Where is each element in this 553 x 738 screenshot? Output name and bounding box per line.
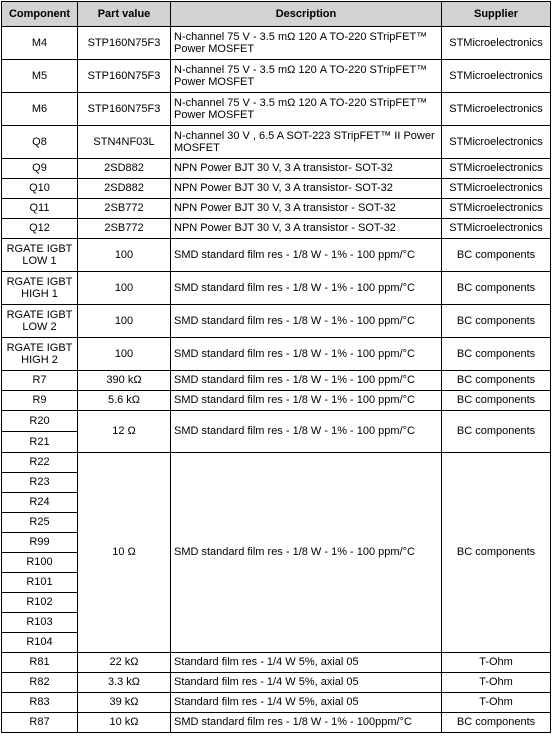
description-cell: NPN Power BJT 30 V, 3 A transistor- SOT-32 [171,159,442,179]
part-value-cell: STN4NF03L [78,126,171,159]
supplier-cell: BC components [442,371,551,391]
part-value-cell: 2SD882 [78,179,171,199]
header-component: Component [2,2,78,27]
component-cell: R87 [2,713,78,733]
component-cell: Q8 [2,126,78,159]
component-cell: R100 [2,553,78,573]
bom-table [1,1,551,733]
component-cell: R9 [2,391,78,411]
component-cell: R83 [2,693,78,713]
table-row [2,713,551,733]
table-row [2,391,551,411]
part-value-cell: 3.3 kΩ [78,673,171,693]
table-row [2,305,551,338]
supplier-cell: BC components [442,411,551,453]
component-cell: RGATE IGBT HIGH 1 [2,272,78,305]
supplier-cell: STMicroelectronics [442,219,551,239]
supplier-cell: STMicroelectronics [442,199,551,219]
description-cell: SMD standard film res - 1/8 W - 1% - 100ppm/°C [171,713,442,733]
supplier-cell: T-Ohm [442,693,551,713]
component-cell: M5 [2,60,78,93]
description-cell: SMD standard film res - 1/8 W - 1% - 100 ppm/°C [171,391,442,411]
supplier-cell: BC components [442,239,551,272]
component-cell: R21 [2,432,78,453]
description-cell: Standard film res - 1/4 W 5%, axial 05 [171,653,442,673]
description-cell: N-channel 30 V , 6.5 A SOT-223 STripFET™ II Power MOSFET [171,126,442,159]
part-value-cell: 2SD882 [78,159,171,179]
description-cell: SMD standard film res - 1/8 W - 1% - 100 ppm/°C [171,338,442,371]
supplier-cell: T-Ohm [442,653,551,673]
component-cell: R103 [2,613,78,633]
component-cell: R25 [2,513,78,533]
component-cell: R104 [2,633,78,653]
component-cell: M6 [2,93,78,126]
description-cell: SMD standard film res - 1/8 W - 1% - 100 ppm/°C [171,272,442,305]
description-cell: NPN Power BJT 30 V, 3 A transistor - SOT-32 [171,219,442,239]
table-row [2,338,551,371]
supplier-cell: BC components [442,305,551,338]
description-cell: NPN Power BJT 30 V, 3 A transistor- SOT-32 [171,179,442,199]
part-value-cell: 390 kΩ [78,371,171,391]
component-cell: R24 [2,493,78,513]
description-cell: N-channel 75 V - 3.5 mΩ 120 A TO-220 STripFET™ Power MOSFET [171,93,442,126]
description-cell: SMD standard film res - 1/8 W - 1% - 100 ppm/°C [171,305,442,338]
table-row [2,653,551,673]
table-row [2,126,551,159]
description-cell: N-channel 75 V - 3.5 mΩ 120 A TO-220 STripFET™ Power MOSFET [171,60,442,93]
supplier-cell: STMicroelectronics [442,60,551,93]
table-row [2,673,551,693]
table-row [2,453,551,473]
component-cell: RGATE IGBT HIGH 2 [2,338,78,371]
component-cell: R7 [2,371,78,391]
part-value-cell: 2SB772 [78,199,171,219]
table-row [2,693,551,713]
part-value-cell: STP160N75F3 [78,60,171,93]
header-supplier: Supplier [442,2,551,27]
part-value-cell: 12 Ω [78,411,171,453]
component-cell: Q10 [2,179,78,199]
header-description: Description [171,2,442,27]
description-cell: SMD standard film res - 1/8 W - 1% - 100 ppm/°C [171,239,442,272]
table-row [2,27,551,60]
part-value-cell: 10 kΩ [78,713,171,733]
description-cell: SMD standard film res - 1/8 W - 1% - 100 ppm/°C [171,371,442,391]
table-body [2,27,551,733]
supplier-cell: T-Ohm [442,673,551,693]
table-row [2,60,551,93]
supplier-cell: BC components [442,391,551,411]
component-cell: RGATE IGBT LOW 1 [2,239,78,272]
part-value-cell: 100 [78,239,171,272]
description-cell: SMD standard film res - 1/8 W - 1% - 100 ppm/°C [171,411,442,453]
supplier-cell: STMicroelectronics [442,126,551,159]
component-cell: R81 [2,653,78,673]
component-cell: R23 [2,473,78,493]
part-value-cell: 39 kΩ [78,693,171,713]
component-cell: R101 [2,573,78,593]
part-value-cell: 22 kΩ [78,653,171,673]
table-row [2,93,551,126]
description-cell: NPN Power BJT 30 V, 3 A transistor - SOT-32 [171,199,442,219]
table-row [2,411,551,432]
part-value-cell: STP160N75F3 [78,27,171,60]
component-cell: R99 [2,533,78,553]
part-value-cell: 100 [78,272,171,305]
component-cell: RGATE IGBT LOW 2 [2,305,78,338]
description-cell: N-channel 75 V - 3.5 mΩ 120 A TO-220 STripFET™ Power MOSFET [171,27,442,60]
component-cell: M4 [2,27,78,60]
supplier-cell: STMicroelectronics [442,27,551,60]
component-cell: R82 [2,673,78,693]
table-row [2,159,551,179]
table-row [2,371,551,391]
supplier-cell: STMicroelectronics [442,159,551,179]
header-part-value: Part value [78,2,171,27]
part-value-cell: 100 [78,305,171,338]
table-row [2,219,551,239]
description-cell: SMD standard film res - 1/8 W - 1% - 100 ppm/°C [171,453,442,653]
table-row [2,239,551,272]
description-cell: Standard film res - 1/4 W 5%, axial 05 [171,693,442,713]
component-cell: R22 [2,453,78,473]
component-cell: Q11 [2,199,78,219]
supplier-cell: BC components [442,713,551,733]
description-cell: Standard film res - 1/4 W 5%, axial 05 [171,673,442,693]
part-value-cell: 100 [78,338,171,371]
supplier-cell: STMicroelectronics [442,93,551,126]
supplier-cell: STMicroelectronics [442,179,551,199]
part-value-cell: 5.6 kΩ [78,391,171,411]
part-value-cell: 10 Ω [78,453,171,653]
component-cell: R20 [2,411,78,432]
supplier-cell: BC components [442,453,551,653]
component-cell: Q12 [2,219,78,239]
table-row [2,272,551,305]
table-row [2,179,551,199]
component-cell: R102 [2,593,78,613]
table-row [2,199,551,219]
part-value-cell: 2SB772 [78,219,171,239]
header-row [2,2,551,27]
part-value-cell: STP160N75F3 [78,93,171,126]
supplier-cell: BC components [442,272,551,305]
supplier-cell: BC components [442,338,551,371]
component-cell: Q9 [2,159,78,179]
